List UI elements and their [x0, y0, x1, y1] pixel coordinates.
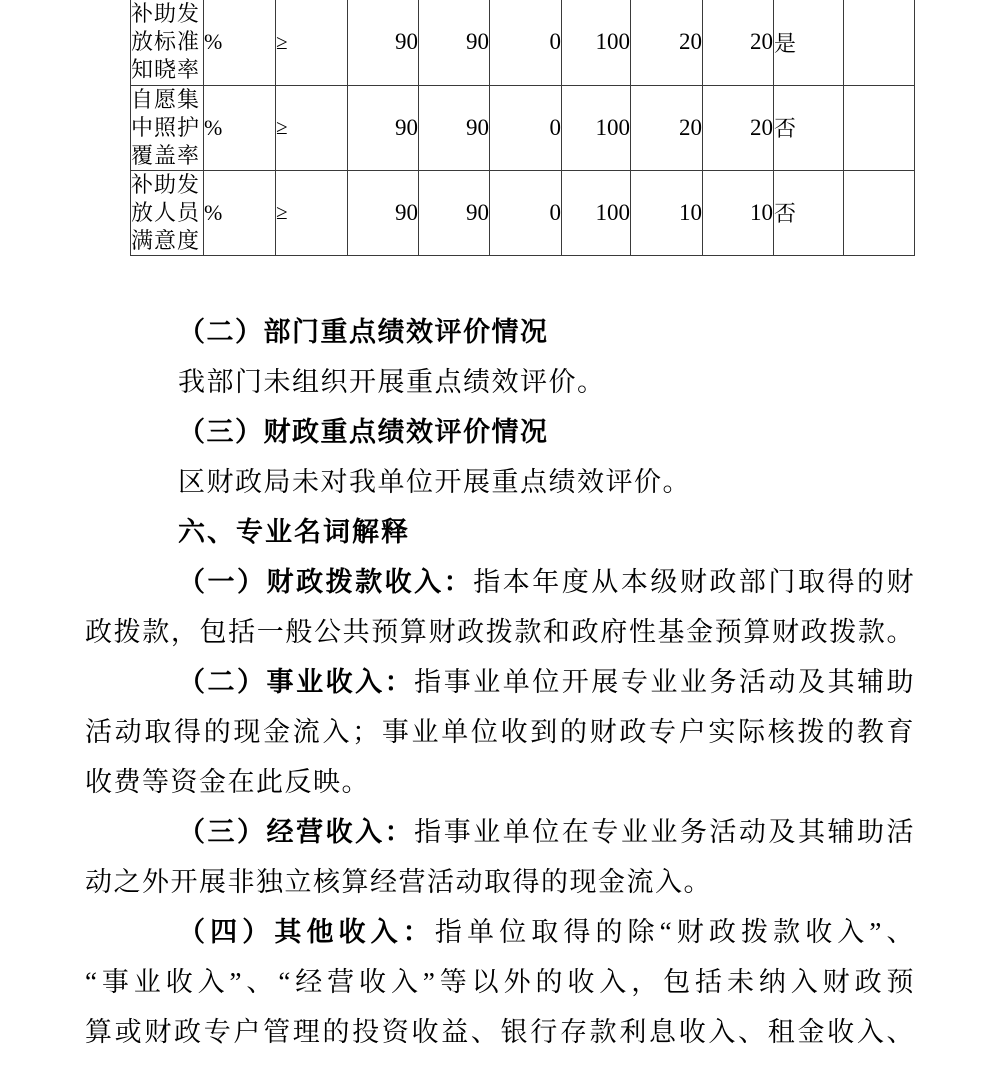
subsection-heading-3: （三）财政重点绩效评价情况	[178, 417, 549, 447]
value-cell: 90	[419, 85, 490, 170]
definition-operating-income-line-2: 活动取得的现金流入；事业单位收到的财政专户实际核拨的教育	[85, 717, 915, 747]
definition-business-income-line-2: 动之外开展非独立核算经营活动取得的现金流入。	[85, 867, 712, 897]
value-cell: 20	[703, 0, 774, 85]
definition-other-income-line-2: “事业收入”、“经营收入”等以外的收入，包括未纳入财政预	[85, 967, 915, 997]
unit-cell: %	[204, 170, 276, 255]
indicator-name-cell: 补助发 放标准 知晓率	[131, 0, 204, 85]
definition-text: 指事业单位在专业业务活动及其辅助活	[414, 817, 915, 847]
definition-term: （三）经营收入：	[178, 817, 415, 847]
note-cell	[844, 170, 915, 255]
indicator-name-cell: 补助发 放人员 满意度	[131, 170, 204, 255]
value-cell: 90	[348, 170, 419, 255]
table-row	[131, 85, 915, 170]
definition-text: 指事业单位开展专业业务活动及其辅助	[414, 667, 915, 697]
definition-operating-income-line-3: 收费等资金在此反映。	[85, 767, 370, 797]
flag-cell: 否	[774, 170, 844, 255]
value-cell: 90	[419, 0, 490, 85]
flag-cell: 否	[774, 85, 844, 170]
definition-business-income-line-1	[85, 807, 915, 857]
table-row	[131, 170, 915, 255]
definition-other-income-line-1	[85, 907, 915, 957]
value-cell: 10	[703, 170, 774, 255]
value-cell: 90	[419, 170, 490, 255]
operator-cell: ≥	[276, 170, 348, 255]
definition-fiscal-appropriation-line-1	[85, 557, 915, 607]
value-cell: 0	[490, 0, 562, 85]
value-cell: 10	[631, 170, 703, 255]
value-cell: 100	[562, 0, 631, 85]
note-cell	[844, 0, 915, 85]
document-body	[85, 307, 915, 1057]
paragraph-dept-eval: 我部门未组织开展重点绩效评价。	[178, 367, 606, 397]
value-cell: 20	[631, 0, 703, 85]
definition-term: （四）其他收入：	[178, 917, 435, 947]
definition-term: （一）财政拨款收入：	[178, 567, 474, 597]
note-cell	[844, 85, 915, 170]
section-heading-terms: 六、专业名词解释	[178, 517, 410, 547]
operator-cell: ≥	[276, 85, 348, 170]
definition-text: 指本年度从本级财政部门取得的财	[473, 567, 915, 597]
value-cell: 100	[562, 170, 631, 255]
operator-cell: ≥	[276, 0, 348, 85]
value-cell: 0	[490, 85, 562, 170]
definition-term: （二）事业收入：	[178, 667, 415, 697]
table-row	[131, 0, 915, 85]
performance-indicator-table	[130, 0, 915, 256]
definition-fiscal-appropriation-line-2: 政拨款，包括一般公共预算财政拨款和政府性基金预算财政拨款。	[85, 617, 915, 647]
definition-text: 指单位取得的除“财政拨款收入”、	[434, 917, 915, 947]
unit-cell: %	[204, 85, 276, 170]
subsection-heading-2: （二）部门重点绩效评价情况	[178, 317, 549, 347]
value-cell: 100	[562, 85, 631, 170]
definition-operating-income-line-1	[85, 657, 915, 707]
value-cell: 90	[348, 0, 419, 85]
value-cell: 90	[348, 85, 419, 170]
definition-other-income-line-3: 算或财政专户管理的投资收益、银行存款利息收入、租金收入、	[85, 1017, 915, 1047]
value-cell: 20	[631, 85, 703, 170]
value-cell: 0	[490, 170, 562, 255]
value-cell: 20	[703, 85, 774, 170]
indicator-name-cell: 自愿集 中照护 覆盖率	[131, 85, 204, 170]
unit-cell: %	[204, 0, 276, 85]
flag-cell: 是	[774, 0, 844, 85]
paragraph-finance-eval: 区财政局未对我单位开展重点绩效评价。	[178, 467, 691, 497]
